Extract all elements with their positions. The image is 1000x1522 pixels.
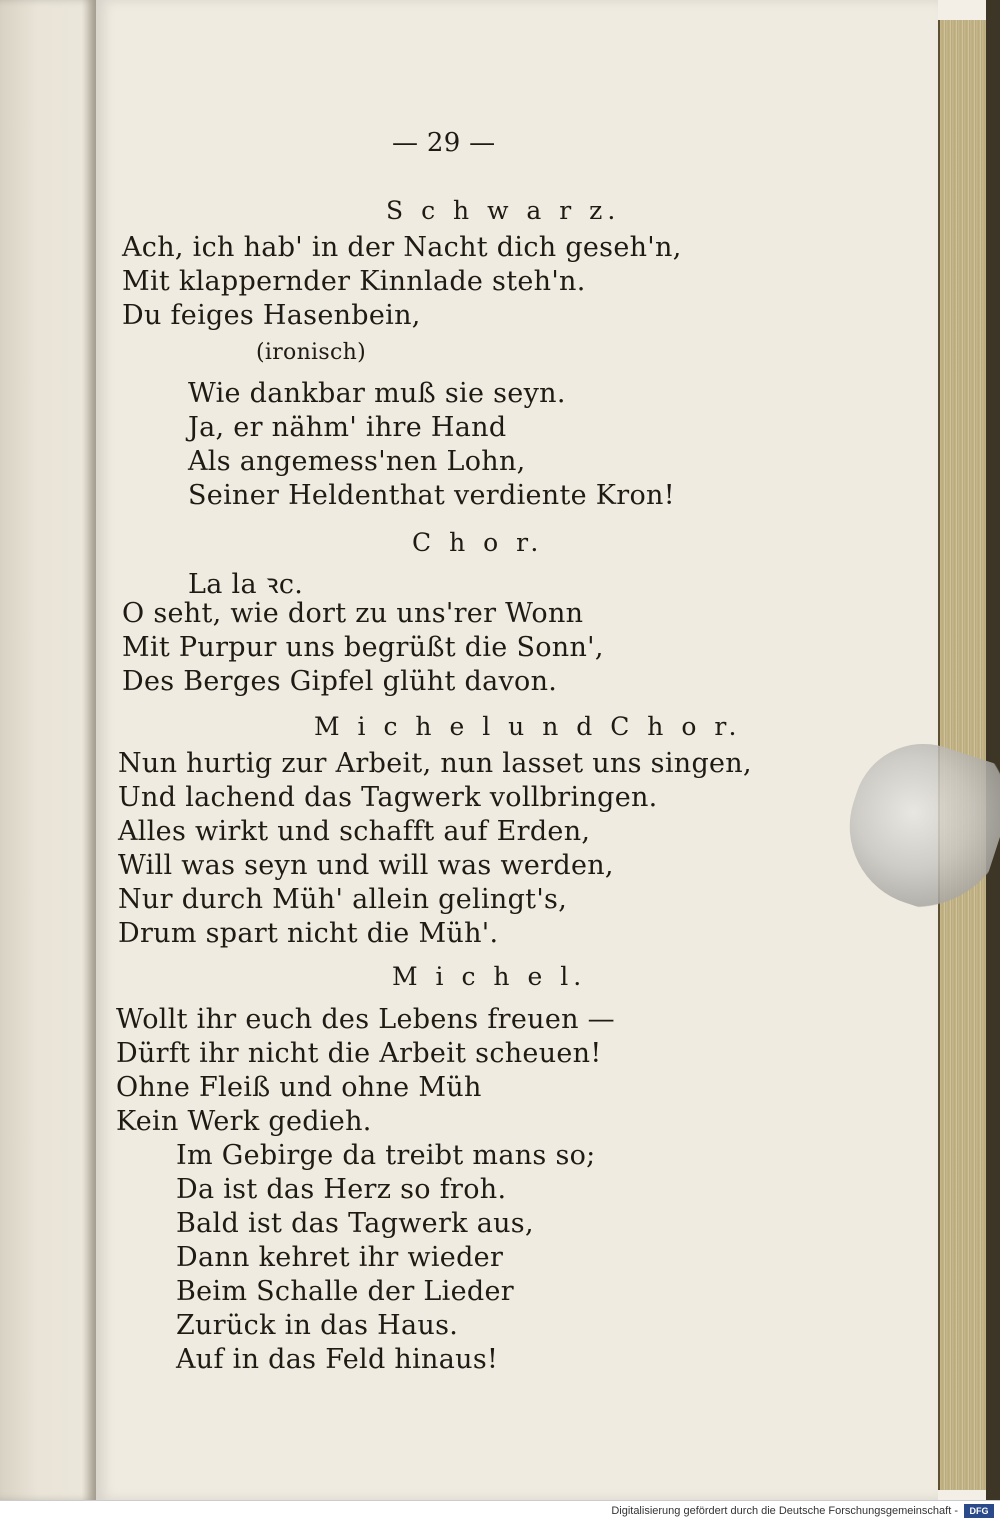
speaker-heading-chor: C h o r. [412, 528, 544, 557]
footer-credit: Digitalisierung gefördert durch die Deutsche Forschungsgemeinschaft - [611, 1505, 958, 1517]
verse-line: Des Berges Gipfel glüht davon. [122, 666, 558, 697]
digitization-footer [0, 1500, 1000, 1522]
verse-line: Da ist das Herz so froh. [176, 1174, 507, 1205]
verse-line: Auf in das Feld hinaus! [176, 1344, 499, 1375]
verse-line: Wie dankbar muß sie seyn. [188, 378, 566, 409]
dfg-logo: DFG [964, 1504, 994, 1518]
verse-line: Nun hurtig zur Arbeit, nun lasset uns singen, [118, 748, 752, 779]
verse-line: Als angemess'nen Lohn, [188, 446, 526, 477]
verse-line: Du feiges Hasenbein, [122, 300, 421, 331]
verse-line: Ach, ich hab' in der Nacht dich geseh'n, [122, 232, 682, 263]
verse-line: Kein Werk gedieh. [116, 1106, 372, 1137]
verse-line: Mit Purpur uns begrüßt die Sonn', [122, 632, 604, 663]
verse-line: Und lachend das Tagwerk vollbringen. [118, 782, 658, 813]
verse-line: Ja, er nähm' ihre Hand [188, 412, 507, 443]
verse-line: Dürft ihr nicht die Arbeit scheuen! [116, 1038, 602, 1069]
verse-line: Alles wirkt und schafft auf Erden, [118, 816, 591, 847]
verse-line: O seht, wie dort zu uns'rer Wonn [122, 598, 584, 629]
verse-line: Dann kehret ihr wieder [176, 1242, 504, 1273]
left-page-edge [0, 0, 96, 1500]
verse-line: Wollt ihr euch des Lebens freuen — [116, 1004, 615, 1035]
speaker-heading-michel: M i c h e l. [392, 962, 587, 991]
stage-direction: (ironisch) [256, 340, 366, 365]
speaker-heading-schwarz: S c h w a r z. [386, 196, 621, 225]
verse-line: Zurück in das Haus. [176, 1310, 459, 1341]
verse-line: Will was seyn und will was werden, [118, 850, 614, 881]
book-cover-edge [986, 0, 1000, 1500]
verse-line: Seiner Heldenthat verdiente Kron! [188, 480, 675, 511]
verse-line: Mit klappernder Kinnlade steh'n. [122, 266, 586, 297]
page-number: — 29 — [392, 128, 496, 158]
verse-line: La la ꝛc. [188, 569, 304, 600]
verse-line: Nur durch Müh' allein gelingt's, [118, 884, 568, 915]
verse-line: Drum spart nicht die Müh'. [118, 918, 499, 949]
verse-line: Bald ist das Tagwerk aus, [176, 1208, 534, 1239]
speaker-heading-michel-und-chor: M i c h e l u n d C h o r. [314, 712, 742, 741]
verse-line: Im Gebirge da treibt mans so; [176, 1140, 596, 1171]
verse-line: Beim Schalle der Lieder [176, 1276, 514, 1307]
book-page [96, 0, 938, 1500]
verse-line: Ohne Fleiß und ohne Müh [116, 1072, 482, 1103]
